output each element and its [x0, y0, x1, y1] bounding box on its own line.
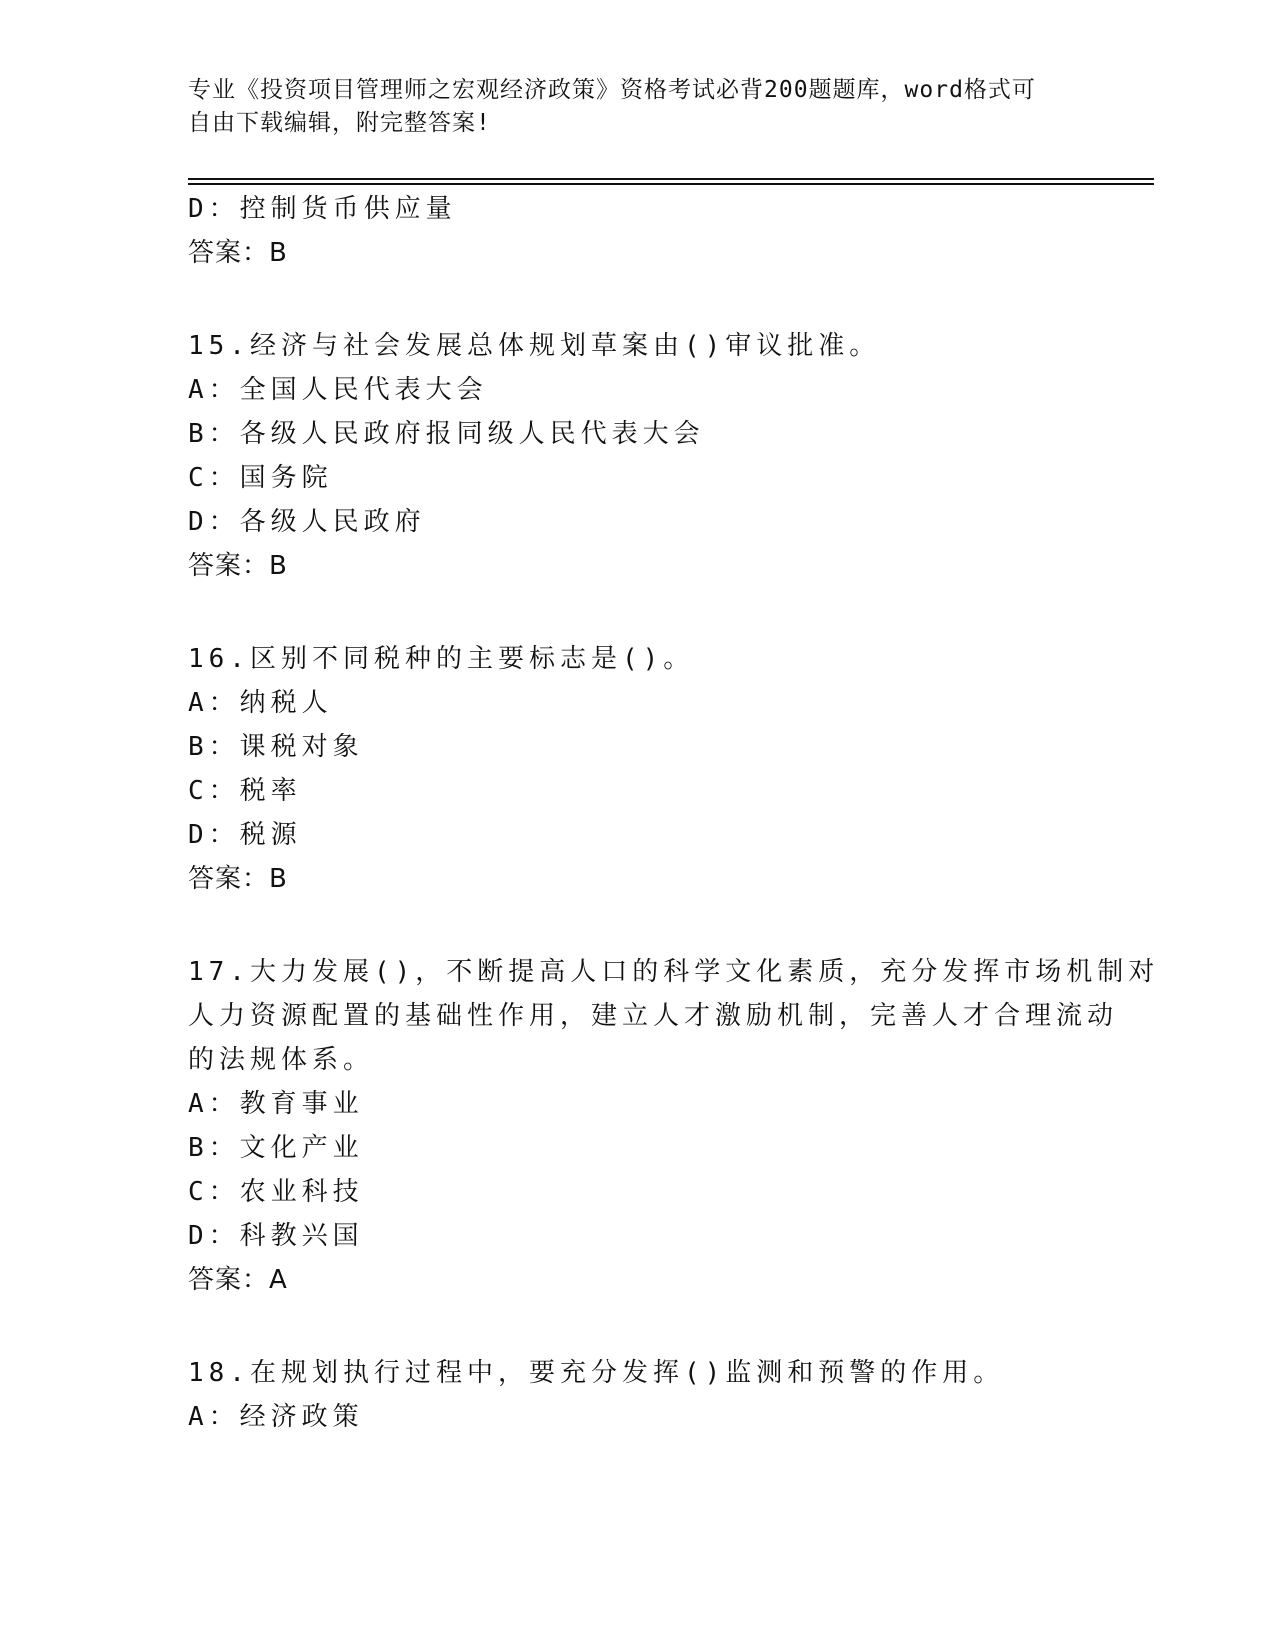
- q17-stem-line-1: 17.大力发展()，不断提高人口的科学文化素质，充分发挥市场机制对: [188, 957, 1160, 987]
- q18-stem: 18.在规划执行过程中，要充分发挥()监测和预警的作用。: [188, 1358, 1005, 1388]
- q16-option-d: D：税源: [188, 820, 302, 850]
- document-header: [188, 74, 1088, 140]
- q15-option-b: B：各级人民政府报同级人民代表大会: [188, 419, 705, 449]
- q16-stem: 16.区别不同税种的主要标志是()。: [188, 644, 695, 674]
- prev-option-d: D：控制货币供应量: [188, 194, 457, 224]
- q17-answer: 答案：A: [188, 1265, 288, 1295]
- header-line-1: 专业《投资项目管理师之宏观经济政策》资格考试必背200题题库，word格式可: [188, 77, 1036, 103]
- header-rule-bottom: [188, 183, 1154, 185]
- q18-option-a: A：经济政策: [188, 1402, 364, 1432]
- prev-answer: 答案：B: [188, 238, 288, 268]
- q15-stem: 15.经济与社会发展总体规划草案由()审议批准。: [188, 331, 881, 361]
- q17-stem-line-3: 的法规体系。: [188, 1045, 375, 1075]
- q17-option-d: D：科教兴国: [188, 1221, 364, 1251]
- q17-option-a: A：教育事业: [188, 1089, 364, 1119]
- q17-option-b: B：文化产业: [188, 1133, 364, 1163]
- q15-option-c: C：国务院: [188, 463, 333, 493]
- q16-answer: 答案：B: [188, 864, 288, 894]
- q15-answer: 答案：B: [188, 551, 288, 581]
- q17-option-c: C：农业科技: [188, 1177, 364, 1207]
- q16-option-c: C：税率: [188, 776, 302, 806]
- q15-option-d: D：各级人民政府: [188, 507, 426, 537]
- q16-option-b: B：课税对象: [188, 732, 364, 762]
- q16-option-a: A：纳税人: [188, 688, 333, 718]
- header-rule-top: [188, 178, 1154, 180]
- q15-option-a: A：全国人民代表大会: [188, 375, 488, 405]
- header-line-2: 自由下载编辑，附完整答案!: [188, 110, 491, 136]
- q17-stem-line-2: 人力资源配置的基础性作用，建立人才激励机制，完善人才合理流动: [188, 1001, 1119, 1031]
